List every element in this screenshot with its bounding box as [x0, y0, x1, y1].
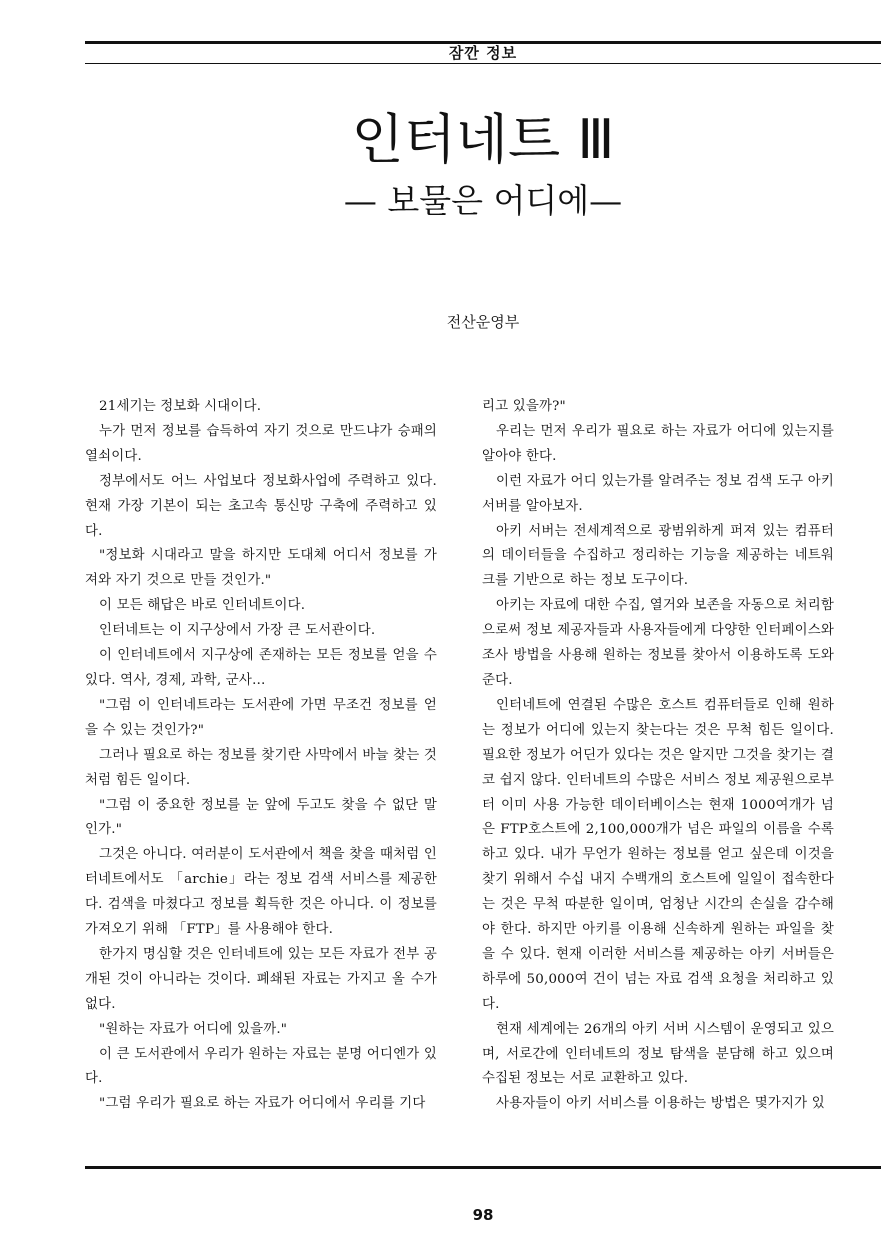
paragraph: 이 큰 도서관에서 우리가 원하는 자료는 분명 어디엔가 있다. [85, 1046, 437, 1087]
paragraph: 사용자들이 아키 서비스를 이용하는 방법은 몇가지가 있 [496, 1096, 825, 1112]
paragraph: "그럼 우리가 필요로 하는 자료가 어디에서 우리를 기다 [99, 1096, 426, 1112]
paragraph: 21세기는 정보화 시대이다. [99, 399, 262, 414]
paragraph: 이 모든 해답은 바로 인터네트이다. [99, 598, 306, 614]
article-title: 인터네트 Ⅲ [351, 108, 615, 171]
paragraph: 인터네트는 이 지구상에서 가장 큰 도서관이다. [99, 623, 376, 639]
left-column [85, 395, 437, 1117]
paragraph: 이런 자료가 어디 있는가를 알려주는 정보 검색 도구 아키 서버를 알아보자. [482, 473, 834, 514]
page-number: 98 [472, 1206, 494, 1224]
paragraph: 아키 서버는 전세계적으로 광범위하게 퍼져 있는 컴퓨터의 데이터들을 수집하고 정리하는 기능을 제공하는 네트워크를 기반으로 하는 정보 도구이다. [482, 523, 834, 589]
paragraph: "원하는 자료가 어디에 있을까." [99, 1021, 288, 1037]
paragraph: "정보화 시대라고 말을 하지만 도대체 어디서 정보를 가져와 자기 것으로 만들 것인가." [85, 548, 437, 589]
paragraph: "그럼 이 중요한 정보를 눈 앞에 두고도 찾을 수 없단 말인가." [85, 797, 437, 838]
paragraph: 인터네트에 연결된 수많은 호스트 컴퓨터들로 인해 원하는 정보가 어디에 있는지 찾는다는 것은 무척 힘든 일이다. 필요한 정보가 어딘가 있다는 것은 알지만 그것을 찾기는 결코 쉽지 않다. 인터네트의 수많은 서비스 정보 제공원으로부터 이미 사용 가능한 데이터베이스는 현재 1000여개가 넘은 FTP호스트에 2,100,000개가 넘은 파일의 이름을 수록하고 있다. 내가 무언가 원하는 정보를 얻고 싶은데 이것을 찾기 위해서 수십 내지 수백개의 호스트에 일일이 접속한다는 것은 무척 따분한 일이며, 엄청난 시간의 손실을 감수해야 한다. 하지만 아키를 이용해 신속하게 원하는 파일을 찾을 수 있다. 현재 이러한 서비스를 제공하는 아키 서버들은 하루에 50,000여 건이 넘는 자료 검색 요청을 처리하고 있다. [482, 697, 834, 1012]
paragraph: 정부에서도 어느 사업보다 정보화사업에 주력하고 있다. 현재 가장 기본이 되는 초고속 통신망 구축에 주력하고 있다. [85, 473, 437, 539]
paragraph: 그것은 아니다. 여러분이 도서관에서 책을 찾을 때처럼 인터네트에서도 「archie」라는 정보 검색 서비스를 제공한다. 검색을 마쳤다고 정보를 획득한 것은 아니다. 이 정보를 가져오기 위해 「FTP」를 사용해야 한다. [85, 847, 437, 938]
paragraph: 우리는 먼저 우리가 필요로 하는 자료가 어디에 있는지를 알아야 한다. [482, 423, 834, 464]
paragraph: 현재 세계에는 26개의 아키 서버 시스템이 운영되고 있으며, 서로간에 인터네트의 정보 탐색을 분담해 하고 있으며 수집된 정보는 서로 교환하고 있다. [482, 1021, 834, 1087]
paragraph: "그럼 이 인터네트라는 도서관에 가면 무조건 정보를 얻을 수 있는 것인가?" [85, 697, 437, 738]
paragraph: 그러나 필요로 하는 정보를 찾기란 사막에서 바늘 찾는 것처럼 힘든 일이다. [85, 747, 437, 788]
right-column [482, 395, 834, 1117]
paragraph: 아키는 자료에 대한 수집, 열거와 보존을 자동으로 처리함으로써 정보 제공자들과 사용자들에게 다양한 인터페이스와 조사 방법을 사용해 원하는 정보를 찾아서 이용하도록 도와 준다. [482, 598, 834, 688]
paragraph: 이 인터네트에서 지구상에 존재하는 모든 정보를 얻을 수 있다. 역사, 경제, 과학, 군사… [85, 648, 437, 688]
article-subtitle: — 보물은 어디에— [343, 181, 623, 220]
section-label: 잠깐 정보 [448, 44, 518, 62]
paragraph-continued: 리고 있을까?" [482, 399, 566, 414]
footer-rule [85, 1166, 881, 1169]
article-author: 전산운영부 [446, 313, 520, 331]
header-rule-bottom [85, 63, 881, 64]
paragraph: 한가지 명심할 것은 인터네트에 있는 모든 자료가 전부 공개된 것이 아니라는 것이다. 폐쇄된 자료는 가지고 올 수가 없다. [85, 946, 437, 1012]
paragraph: 누가 먼저 정보를 습득하여 자기 것으로 만드냐가 승패의 열쇠이다. [85, 423, 437, 464]
